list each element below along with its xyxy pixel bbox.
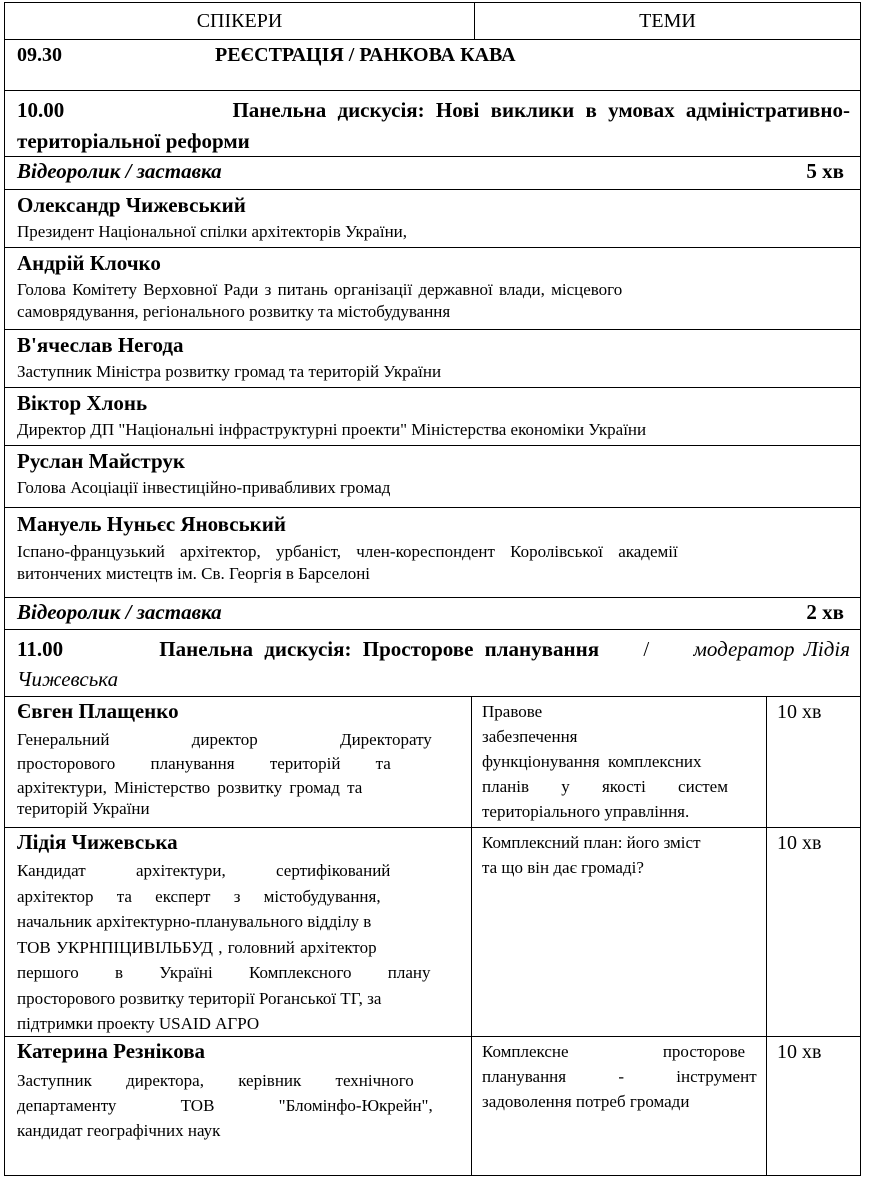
- speaker-row: [4, 248, 861, 330]
- speaker-description: [17, 728, 463, 818]
- description-line: кандидат географічних наук: [17, 1121, 221, 1140]
- topic-line: функціонування комплексних: [482, 752, 702, 771]
- description-line: [17, 752, 463, 776]
- speaker-description-line2: витончених мистецтв ім. Св. Георгія в Барселоні: [17, 564, 371, 583]
- speaker-cell: [5, 828, 472, 1036]
- panel-2-time: 11.00: [17, 637, 64, 661]
- video-1-row: [4, 157, 861, 190]
- description-line: департаменту ТОВ "Бломінфо-Юкрейн",: [17, 1096, 433, 1115]
- video-1-duration: 5 хв: [806, 159, 844, 183]
- duration-cell: 10 хв: [777, 1041, 822, 1063]
- topic-cell: [472, 1037, 767, 1175]
- panel-1-title-line1: Панельна дискусія: Нові виклики в умовах адміністративно-: [232, 98, 850, 122]
- speaker-description: Директор ДП "Національні інфраструктурні проекти" Міністерства економіки України: [17, 420, 647, 439]
- description-line: територій України: [17, 799, 150, 818]
- topic-cell: [472, 828, 767, 1036]
- panel-2-moderator-line1: модератор Лідія: [693, 637, 850, 661]
- speaker-name: Лідія Чижевська: [17, 830, 178, 854]
- description-line: просторового розвитку території Роганської ТГ, за: [17, 988, 382, 1008]
- speaker-name: Євген Плащенко: [17, 699, 179, 723]
- speaker-row: [4, 388, 861, 446]
- description-line-text: архітектури, Міністерство розвитку громад та: [17, 778, 363, 797]
- speaker-description-line1: [17, 280, 850, 300]
- video-2-duration: 2 хв: [806, 600, 844, 624]
- topics-column-header: ТЕМИ: [639, 10, 696, 32]
- speaker-topic-row: [4, 828, 861, 1037]
- speaker-description-line1: Іспано-французький архітектор, урбаніст, член-кореспондент Королівської академії: [17, 542, 678, 561]
- speaker-name: Катерина Резнікова: [17, 1039, 206, 1063]
- speaker-name: Руслан Майструк: [17, 449, 185, 473]
- description-line: [17, 776, 463, 800]
- speaker-cell: [5, 697, 472, 827]
- topic-line: задоволення потреб громади: [482, 1092, 690, 1111]
- speaker-description: Голова Асоціації інвестиційно-привабливих громад: [17, 478, 391, 497]
- description-line-text: Генеральний директор Директорату: [17, 730, 432, 749]
- description-line: ТОВ УКРНПІЦИВІЛЬБУД , головний архітектор: [17, 937, 377, 957]
- registration-time: 09.30: [17, 44, 62, 66]
- duration-cell: 10 хв: [777, 701, 822, 723]
- description-line: Кандидат архітектури, сертифікований: [17, 861, 391, 880]
- description-line: начальник архітектурно-планувального відділу в: [17, 912, 372, 931]
- speaker-row: [4, 508, 861, 598]
- registration-row: [4, 40, 861, 91]
- topic-line: Комплексне просторове: [482, 1042, 746, 1061]
- panel-1-time: 10.00: [17, 98, 65, 122]
- table-header: [4, 2, 861, 40]
- speaker-topic-row: [4, 1037, 861, 1176]
- speaker-description: [17, 1068, 463, 1143]
- panel-2-title: Панельна дискусія: Просторове планування: [159, 637, 600, 661]
- video-2-label: Відеоролик / заставка: [17, 600, 222, 624]
- description-line: Заступник директора, керівник технічного: [17, 1071, 414, 1090]
- panel-1-row: [4, 91, 861, 157]
- duration-cell: 10 хв: [777, 832, 822, 854]
- speaker-cell: [5, 1037, 472, 1175]
- speaker-description-line1-text: Голова Комітету Верховної Ради з питань організації державної влади, місцевого: [17, 280, 623, 299]
- topic-line: Комплексний план: його зміст: [482, 833, 701, 852]
- speaker-name: Олександр Чижевський: [17, 193, 246, 217]
- speaker-topic-row: [4, 697, 861, 828]
- speaker-name: Андрій Клочко: [17, 251, 161, 275]
- speaker-row: [4, 330, 861, 388]
- speaker-name: Віктор Хлонь: [17, 391, 148, 415]
- panel-1-title-line2: територіальної реформи: [17, 129, 250, 153]
- speaker-name: В'ячеслав Негода: [17, 333, 184, 357]
- speaker-description: [17, 858, 463, 1037]
- speaker-description: Заступник Міністра розвитку громад та територій України: [17, 362, 442, 381]
- registration-title: РЕЄСТРАЦІЯ / РАНКОВА КАВА: [215, 44, 516, 66]
- description-line-text: просторового планування територій та: [17, 754, 391, 773]
- topic-cell: [472, 697, 767, 827]
- topic-line: та що він дає громаді?: [482, 858, 644, 877]
- video-2-row: [4, 598, 861, 630]
- speaker-description-line2: самоврядування, регіонального розвитку та містобудування: [17, 302, 451, 321]
- speaker-name: Мануель Нуньєс Яновський: [17, 512, 286, 536]
- video-1-label: Відеоролик / заставка: [17, 159, 222, 183]
- panel-2-separator: /: [643, 637, 650, 661]
- description-line: архітектор та експерт з містобудування,: [17, 886, 381, 906]
- panel-2-moderator-line2: Чижевська: [17, 667, 119, 691]
- speaker-description: Президент Національної спілки архітекторів України,: [17, 222, 408, 241]
- speaker-row: [4, 190, 861, 248]
- panel-2-row: [4, 630, 861, 697]
- description-line: першого в Україні Комплексного плану: [17, 963, 431, 982]
- topic-line: планів у якості систем: [482, 777, 728, 796]
- topic-line: планування - інструмент: [482, 1067, 757, 1086]
- topic-line: Правове забезпечення: [482, 702, 578, 746]
- speaker-row: [4, 446, 861, 508]
- topic-line: територіального управління.: [482, 802, 690, 821]
- speakers-column-header: СПІКЕРИ: [5, 3, 475, 39]
- description-line: [17, 728, 463, 752]
- description-line: підтримки проекту USAID АГРО: [17, 1014, 260, 1033]
